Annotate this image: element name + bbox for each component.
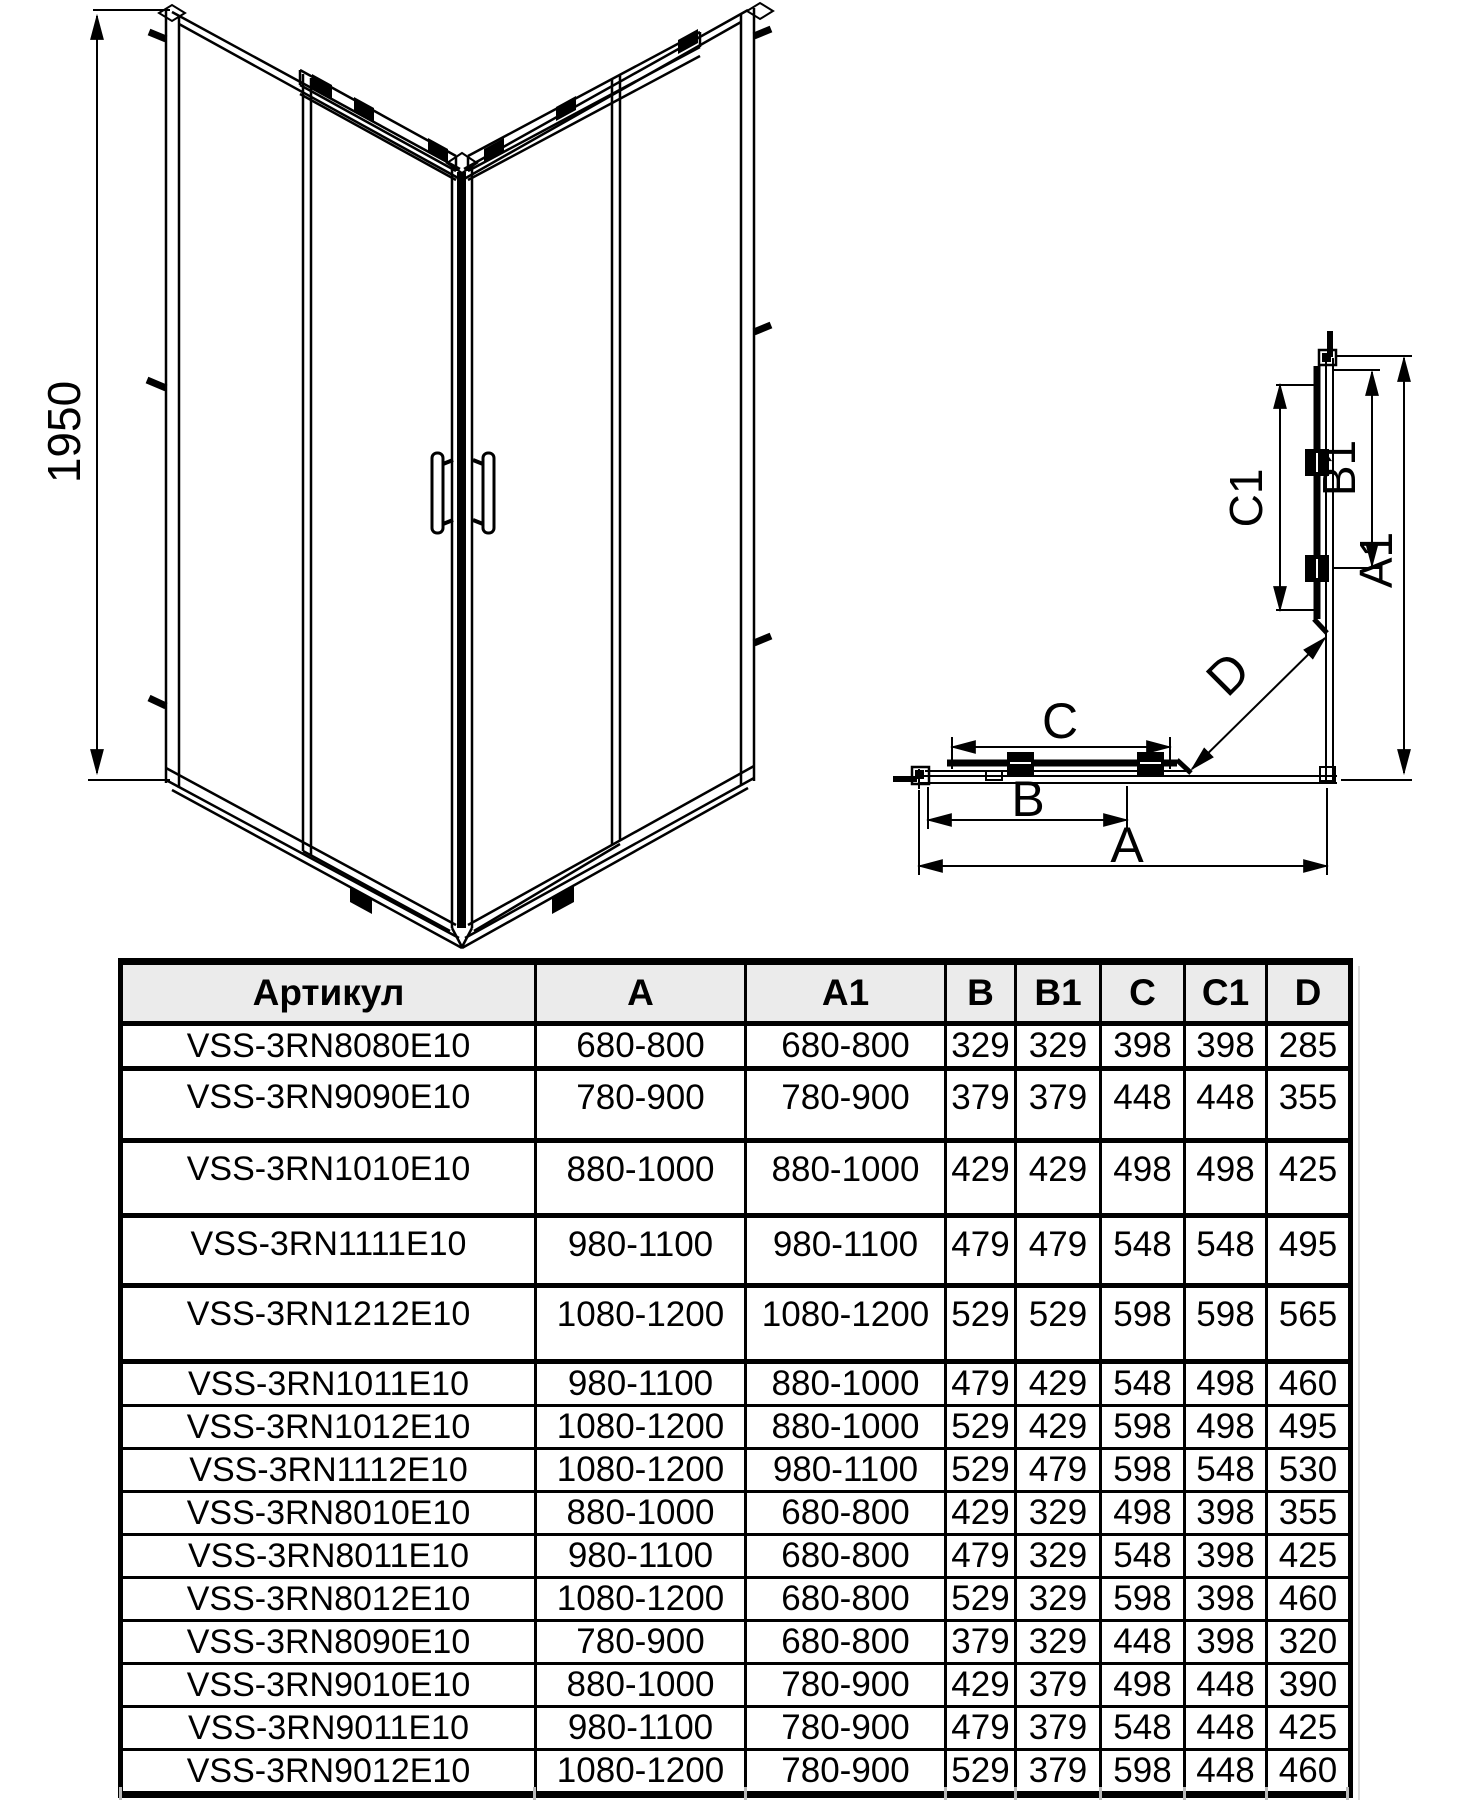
value-cell: 498 bbox=[1185, 1406, 1267, 1449]
value-cell: 548 bbox=[1101, 1362, 1185, 1406]
value-cell: 548 bbox=[1185, 1449, 1267, 1492]
article-cell: VSS-3RN1112E10 bbox=[121, 1449, 536, 1492]
value-cell: 379 bbox=[1016, 1707, 1101, 1750]
value-cell: 598 bbox=[1101, 1406, 1185, 1449]
value-cell: 680-800 bbox=[746, 1621, 946, 1664]
value-cell: 780-900 bbox=[746, 1069, 946, 1141]
table-row bbox=[121, 1492, 1351, 1535]
value-cell: 529 bbox=[946, 1578, 1016, 1621]
column-header: D bbox=[1267, 962, 1351, 1024]
value-cell: 429 bbox=[946, 1664, 1016, 1707]
value-cell: 355 bbox=[1267, 1069, 1351, 1141]
value-cell: 529 bbox=[946, 1406, 1016, 1449]
value-cell: 448 bbox=[1101, 1069, 1185, 1141]
value-cell: 329 bbox=[1016, 1024, 1101, 1069]
value-cell: 479 bbox=[946, 1216, 1016, 1286]
value-cell: 980-1100 bbox=[536, 1707, 746, 1750]
value-cell: 529 bbox=[946, 1286, 1016, 1362]
table-row bbox=[121, 1141, 1351, 1216]
value-cell: 1080-1200 bbox=[536, 1449, 746, 1492]
table-row bbox=[121, 1406, 1351, 1449]
article-cell: VSS-3RN9010E10 bbox=[121, 1664, 536, 1707]
table-row bbox=[121, 1069, 1351, 1141]
value-cell: 880-1000 bbox=[536, 1492, 746, 1535]
value-cell: 448 bbox=[1185, 1750, 1267, 1795]
value-cell: 448 bbox=[1101, 1621, 1185, 1664]
value-cell: 479 bbox=[1016, 1216, 1101, 1286]
dim-b1-label: B1 bbox=[1313, 439, 1365, 497]
value-cell: 329 bbox=[1016, 1621, 1101, 1664]
column-header: A bbox=[536, 962, 746, 1024]
value-cell: 329 bbox=[946, 1024, 1016, 1069]
value-cell: 479 bbox=[946, 1535, 1016, 1578]
article-cell: VSS-3RN8011E10 bbox=[121, 1535, 536, 1578]
value-cell: 598 bbox=[1101, 1449, 1185, 1492]
article-cell: VSS-3RN1111E10 bbox=[121, 1216, 536, 1286]
value-cell: 429 bbox=[1016, 1141, 1101, 1216]
article-cell: VSS-3RN1212E10 bbox=[121, 1286, 536, 1362]
value-cell: 880-1000 bbox=[536, 1664, 746, 1707]
value-cell: 495 bbox=[1267, 1406, 1351, 1449]
dim-d-label: D bbox=[1195, 641, 1261, 707]
value-cell: 425 bbox=[1267, 1707, 1351, 1750]
value-cell: 980-1100 bbox=[536, 1362, 746, 1406]
height-dimension bbox=[88, 10, 170, 780]
article-cell: VSS-3RN8080E10 bbox=[121, 1024, 536, 1069]
table-row bbox=[121, 1449, 1351, 1492]
value-cell: 598 bbox=[1185, 1286, 1267, 1362]
table-row bbox=[121, 1578, 1351, 1621]
value-cell: 980-1100 bbox=[536, 1535, 746, 1578]
value-cell: 425 bbox=[1267, 1141, 1351, 1216]
table-row bbox=[121, 1621, 1351, 1664]
table-row bbox=[121, 1286, 1351, 1362]
size-table bbox=[118, 958, 1353, 1798]
value-cell: 448 bbox=[1185, 1707, 1267, 1750]
value-cell: 498 bbox=[1185, 1141, 1267, 1216]
value-cell: 548 bbox=[1101, 1707, 1185, 1750]
value-cell: 429 bbox=[946, 1141, 1016, 1216]
value-cell: 498 bbox=[1185, 1362, 1267, 1406]
value-cell: 780-900 bbox=[746, 1707, 946, 1750]
value-cell: 598 bbox=[1101, 1578, 1185, 1621]
article-cell: VSS-3RN1012E10 bbox=[121, 1406, 536, 1449]
value-cell: 379 bbox=[946, 1069, 1016, 1141]
value-cell: 880-1000 bbox=[746, 1141, 946, 1216]
value-cell: 448 bbox=[1185, 1664, 1267, 1707]
value-cell: 398 bbox=[1185, 1621, 1267, 1664]
table-row bbox=[121, 1024, 1351, 1069]
value-cell: 598 bbox=[1101, 1286, 1185, 1362]
plan-view bbox=[893, 331, 1412, 875]
value-cell: 479 bbox=[1016, 1449, 1101, 1492]
value-cell: 460 bbox=[1267, 1362, 1351, 1406]
value-cell: 460 bbox=[1267, 1750, 1351, 1795]
value-cell: 1080-1200 bbox=[746, 1286, 946, 1362]
value-cell: 1080-1200 bbox=[536, 1578, 746, 1621]
value-cell: 379 bbox=[1016, 1069, 1101, 1141]
value-cell: 498 bbox=[1101, 1664, 1185, 1707]
value-cell: 880-1000 bbox=[746, 1362, 946, 1406]
value-cell: 529 bbox=[1016, 1286, 1101, 1362]
value-cell: 398 bbox=[1185, 1535, 1267, 1578]
value-cell: 680-800 bbox=[746, 1024, 946, 1069]
column-header: A1 bbox=[746, 962, 946, 1024]
column-header: B bbox=[946, 962, 1016, 1024]
size-table-head-row bbox=[121, 962, 1351, 1024]
value-cell: 398 bbox=[1101, 1024, 1185, 1069]
value-cell: 529 bbox=[946, 1750, 1016, 1795]
value-cell: 548 bbox=[1101, 1535, 1185, 1578]
value-cell: 498 bbox=[1101, 1141, 1185, 1216]
dim-a1-label: A1 bbox=[1350, 531, 1402, 589]
dim-c1-label: C1 bbox=[1220, 468, 1272, 528]
value-cell: 425 bbox=[1267, 1535, 1351, 1578]
value-cell: 479 bbox=[946, 1707, 1016, 1750]
value-cell: 680-800 bbox=[746, 1535, 946, 1578]
value-cell: 355 bbox=[1267, 1492, 1351, 1535]
size-table-body bbox=[121, 1024, 1351, 1795]
value-cell: 390 bbox=[1267, 1664, 1351, 1707]
value-cell: 495 bbox=[1267, 1216, 1351, 1286]
value-cell: 880-1000 bbox=[536, 1141, 746, 1216]
value-cell: 780-900 bbox=[536, 1621, 746, 1664]
table-row bbox=[121, 1362, 1351, 1406]
column-header: Артикул bbox=[121, 962, 536, 1024]
article-cell: VSS-3RN9090E10 bbox=[121, 1069, 536, 1141]
value-cell: 329 bbox=[1016, 1535, 1101, 1578]
dim-c-label: C bbox=[1041, 693, 1079, 749]
value-cell: 429 bbox=[1016, 1406, 1101, 1449]
value-cell: 529 bbox=[946, 1449, 1016, 1492]
article-cell: VSS-3RN8012E10 bbox=[121, 1578, 536, 1621]
article-cell: VSS-3RN9012E10 bbox=[121, 1750, 536, 1795]
value-cell: 680-800 bbox=[746, 1578, 946, 1621]
value-cell: 780-900 bbox=[536, 1069, 746, 1141]
value-cell: 398 bbox=[1185, 1024, 1267, 1069]
value-cell: 329 bbox=[1016, 1578, 1101, 1621]
value-cell: 780-900 bbox=[746, 1750, 946, 1795]
value-cell: 780-900 bbox=[746, 1664, 946, 1707]
value-cell: 379 bbox=[1016, 1750, 1101, 1795]
value-cell: 980-1100 bbox=[746, 1449, 946, 1492]
table-row bbox=[121, 1664, 1351, 1707]
value-cell: 680-800 bbox=[746, 1492, 946, 1535]
value-cell: 498 bbox=[1101, 1492, 1185, 1535]
value-cell: 429 bbox=[1016, 1362, 1101, 1406]
table-row bbox=[121, 1535, 1351, 1578]
value-cell: 598 bbox=[1101, 1750, 1185, 1795]
article-cell: VSS-3RN1010E10 bbox=[121, 1141, 536, 1216]
column-header: C1 bbox=[1185, 962, 1267, 1024]
value-cell: 398 bbox=[1185, 1492, 1267, 1535]
article-cell: VSS-3RN8010E10 bbox=[121, 1492, 536, 1535]
column-header: C bbox=[1101, 962, 1185, 1024]
value-cell: 448 bbox=[1185, 1069, 1267, 1141]
value-cell: 398 bbox=[1185, 1578, 1267, 1621]
value-cell: 980-1100 bbox=[746, 1216, 946, 1286]
value-cell: 680-800 bbox=[536, 1024, 746, 1069]
value-cell: 565 bbox=[1267, 1286, 1351, 1362]
height-dim-label: 1950 bbox=[38, 380, 90, 484]
value-cell: 1080-1200 bbox=[536, 1406, 746, 1449]
value-cell: 429 bbox=[946, 1492, 1016, 1535]
value-cell: 460 bbox=[1267, 1578, 1351, 1621]
value-cell: 1080-1200 bbox=[536, 1286, 746, 1362]
article-cell: VSS-3RN8090E10 bbox=[121, 1621, 536, 1664]
value-cell: 980-1100 bbox=[536, 1216, 746, 1286]
table-row bbox=[121, 1750, 1351, 1795]
article-cell: VSS-3RN1011E10 bbox=[121, 1362, 536, 1406]
value-cell: 530 bbox=[1267, 1449, 1351, 1492]
value-cell: 285 bbox=[1267, 1024, 1351, 1069]
value-cell: 479 bbox=[946, 1362, 1016, 1406]
iso-view bbox=[88, 3, 773, 948]
value-cell: 880-1000 bbox=[746, 1406, 946, 1449]
table-row bbox=[121, 1216, 1351, 1286]
table-row bbox=[121, 1707, 1351, 1750]
value-cell: 329 bbox=[1016, 1492, 1101, 1535]
value-cell: 379 bbox=[946, 1621, 1016, 1664]
value-cell: 1080-1200 bbox=[536, 1750, 746, 1795]
dim-b-label: B bbox=[1011, 771, 1045, 827]
article-cell: VSS-3RN9011E10 bbox=[121, 1707, 536, 1750]
dim-a-label: A bbox=[1110, 817, 1144, 873]
value-cell: 379 bbox=[1016, 1664, 1101, 1707]
value-cell: 548 bbox=[1185, 1216, 1267, 1286]
column-header: B1 bbox=[1016, 962, 1101, 1024]
value-cell: 548 bbox=[1101, 1216, 1185, 1286]
value-cell: 320 bbox=[1267, 1621, 1351, 1664]
